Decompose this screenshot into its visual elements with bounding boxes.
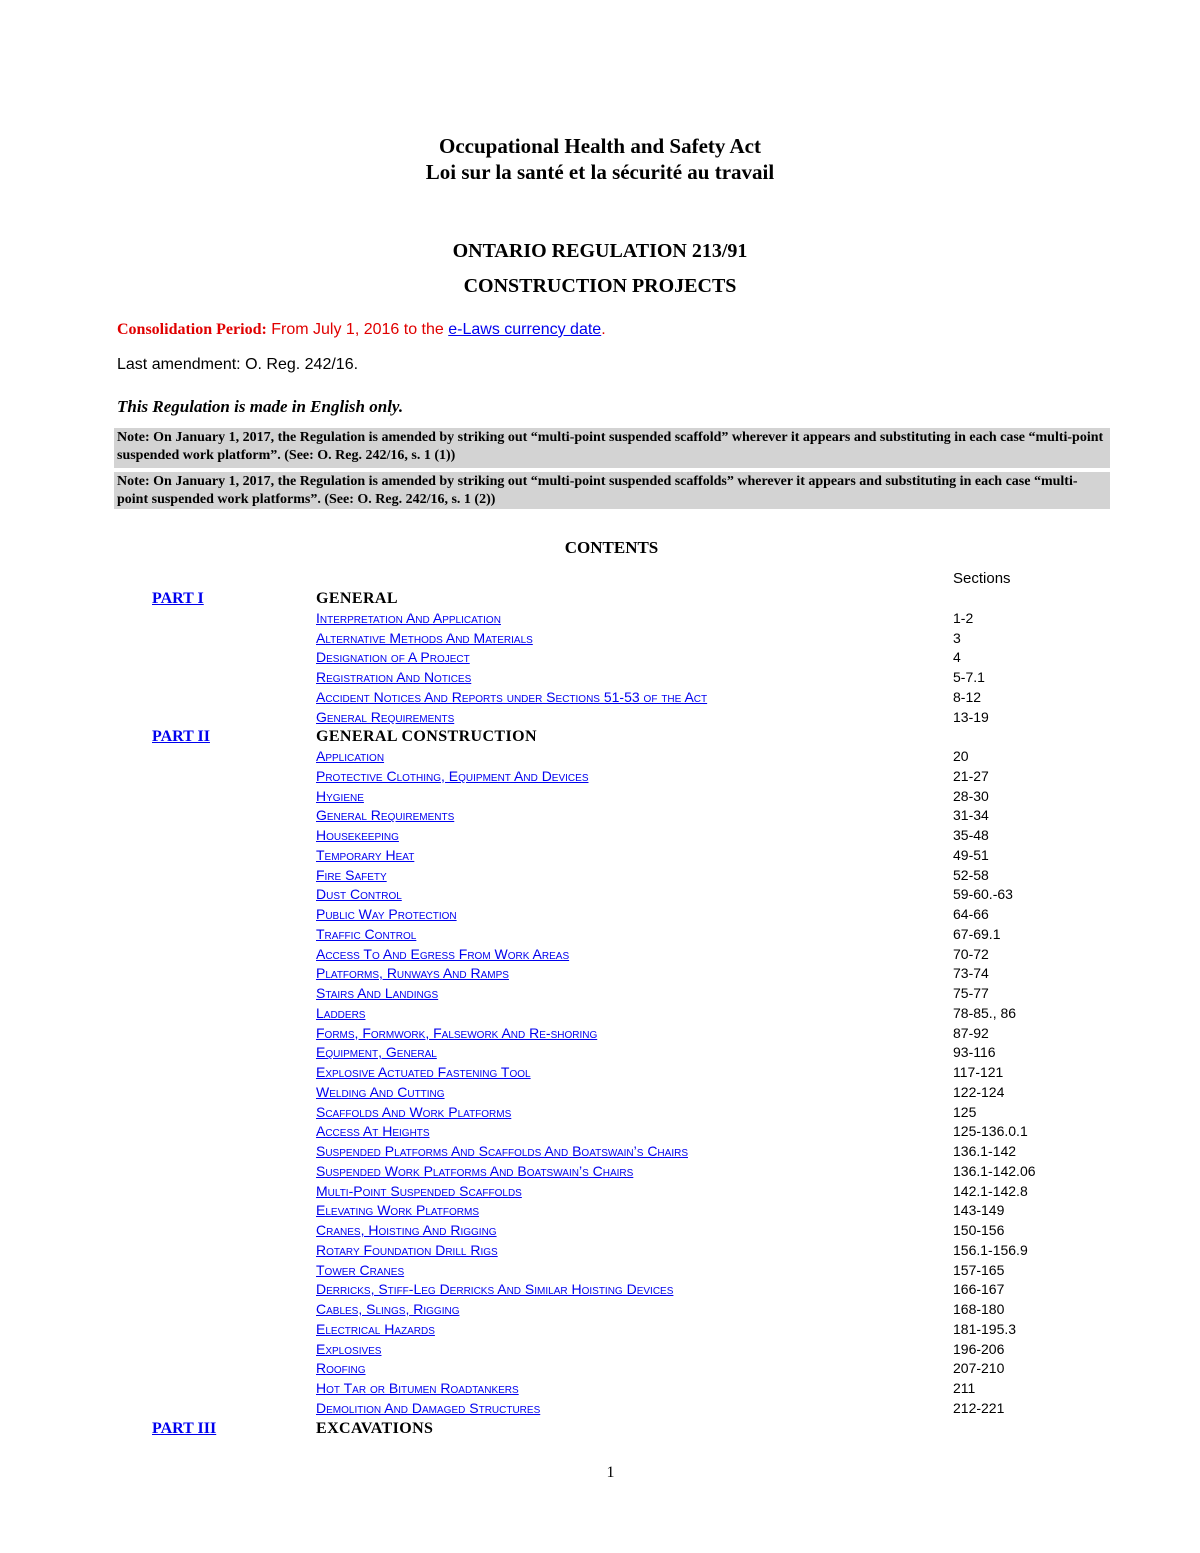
toc-item-link[interactable]: Electrical Hazards [316, 1320, 435, 1337]
toc-item-row [0, 1084, 1200, 1104]
amendment-note-1: Note: On January 1, 2017, the Regulation is amended by striking out “multi-point suspended scaffold” wherever it appears and substituting in each case “multi-point suspended work platform”. (See: O. Reg. 242/16, s. 1 (1)) [114, 428, 1110, 468]
toc-item-link[interactable]: Forms, Formwork, Falsework And Re-shoring [316, 1024, 598, 1041]
toc-item-link[interactable]: Demolition And Damaged Structures [316, 1399, 541, 1416]
toc-item-row [0, 1025, 1200, 1045]
toc-item-row [0, 946, 1200, 966]
toc-item-row [0, 669, 1200, 689]
toc-item-row [0, 965, 1200, 985]
toc-item-row [0, 748, 1200, 768]
toc-item-link[interactable]: Elevating Work Platforms [316, 1202, 480, 1219]
toc-item-link[interactable]: Explosive Actuated Fastening Tool [316, 1064, 531, 1080]
consolidation-text: From July 1, 2016 to the [271, 321, 444, 338]
toc-item-row [0, 689, 1200, 709]
toc-item-row [0, 867, 1200, 887]
toc-item-row [0, 709, 1200, 729]
toc-item-row [0, 926, 1200, 946]
toc-item-link[interactable]: Alternative Methods And Materials [316, 629, 533, 646]
toc-part-row [0, 1420, 1200, 1440]
toc-item-sections: 52-58 [953, 866, 989, 883]
toc-item-link[interactable]: Housekeeping [316, 827, 399, 843]
contents-heading: CONTENTS [564, 538, 659, 557]
toc-item-sections: 13-19 [953, 708, 989, 725]
toc-item-link[interactable]: Suspended Platforms And Scaffolds And Boatswain’s Chairs [316, 1143, 688, 1159]
toc-part-row [0, 728, 1200, 748]
toc-item-link[interactable]: Application [316, 748, 385, 764]
toc-item-link[interactable]: Designation of A Project [316, 649, 470, 666]
toc-part-title: EXCAVATIONS [316, 1419, 434, 1437]
toc-item-row [0, 1360, 1200, 1380]
toc-item-row [0, 1202, 1200, 1222]
toc-item-sections: 4 [953, 649, 961, 666]
toc-item-sections: 78-85., 86 [953, 1004, 1017, 1021]
consolidation-label: Consolidation Period: [117, 321, 267, 338]
toc-item-link[interactable]: Accident Notices And Reports under Sections 51-53 of the Act [316, 688, 708, 705]
toc-item-sections: 156.1-156.9 [953, 1241, 1028, 1258]
toc-item-link[interactable]: General Requirements [316, 708, 455, 725]
toc-item-row [0, 610, 1200, 630]
english-only-note: This Regulation is made in English only. [117, 397, 404, 416]
toc-item-row [0, 1301, 1200, 1321]
toc-item-link[interactable]: Access To And Egress From Work Areas [316, 945, 570, 962]
toc-item-link[interactable]: Hot Tar or Bitumen Roadtankers [316, 1380, 519, 1396]
toc-item-row [0, 1044, 1200, 1064]
regulation-number: ONTARIO REGULATION 213/91 [452, 240, 748, 262]
toc-item-sections: 125-136.0.1 [953, 1123, 1028, 1140]
toc-item-sections: 67-69.1 [953, 925, 1001, 942]
toc-item-row [0, 1281, 1200, 1301]
last-amendment: Last amendment: O. Reg. 242/16. [117, 356, 359, 373]
toc-item-link[interactable]: Tower Cranes [316, 1261, 405, 1278]
toc-item-sections: 93-116 [953, 1044, 996, 1061]
toc-item-row [0, 886, 1200, 906]
toc-item-sections: 136.1-142.06 [953, 1162, 1036, 1179]
toc-item-sections: 49-51 [953, 846, 989, 863]
toc-item-sections: 31-34 [953, 807, 989, 824]
toc-item-sections: 143-149 [953, 1202, 1005, 1219]
toc-item-sections: 207-210 [953, 1360, 1005, 1377]
toc-item-row [0, 906, 1200, 926]
toc-item-row [0, 1123, 1200, 1143]
toc-item-sections: 70-72 [953, 945, 989, 962]
toc-item-sections: 20 [953, 748, 969, 764]
toc-item-sections: 3 [953, 629, 961, 646]
toc-item-sections: 75-77 [953, 985, 989, 1001]
toc-item-link[interactable]: Temporary Heat [316, 846, 415, 863]
toc-part-link[interactable]: PART I [152, 590, 204, 607]
toc-item-link[interactable]: Suspended Work Platforms And Boatswain’s Chairs [316, 1162, 634, 1179]
toc-item-sections: 212-221 [953, 1399, 1005, 1416]
toc-item-sections: 87-92 [953, 1024, 989, 1041]
toc-part-title: GENERAL CONSTRUCTION [316, 728, 537, 746]
toc-item-link[interactable]: Roofing [316, 1360, 366, 1377]
toc-item-row [0, 1005, 1200, 1025]
toc-item-sections: 122-124 [953, 1083, 1005, 1100]
toc-item-row [0, 649, 1200, 669]
toc-item-row [0, 827, 1200, 847]
toc-part-title: GENERAL [316, 590, 398, 607]
toc-item-sections: 59-60.-63 [953, 886, 1013, 903]
toc-item-sections: 35-48 [953, 827, 989, 843]
act-title-french: Loi sur la santé et la sécurité au travail [425, 160, 775, 184]
toc-item-link[interactable]: Cranes, Hoisting And Rigging [316, 1222, 497, 1238]
toc-item-link[interactable]: Ladders [316, 1004, 366, 1021]
toc-item-link[interactable]: General Requirements [316, 807, 455, 824]
toc-item-sections: 157-165 [953, 1261, 1005, 1278]
sections-column-heading: Sections [953, 570, 1011, 587]
toc-item-row [0, 1242, 1200, 1262]
toc-item-link[interactable]: Platforms, Runways And Ramps [316, 965, 509, 982]
toc-item-link[interactable]: Interpretation And Application [316, 609, 501, 626]
regulation-name: CONSTRUCTION PROJECTS [463, 275, 737, 297]
toc-item-sections: 181-195.3 [953, 1320, 1017, 1337]
toc-item-link[interactable]: Welding And Cutting [316, 1083, 445, 1100]
toc-item-link[interactable]: Scaffolds And Work Platforms [316, 1103, 512, 1120]
page-number: 1 [606, 1464, 615, 1481]
toc-item-row [0, 788, 1200, 808]
toc-part-link[interactable]: PART II [152, 728, 210, 746]
consolidation-suffix: . [601, 321, 606, 338]
toc-item-sections: 196-206 [953, 1340, 1005, 1357]
act-title-english: Occupational Health and Safety Act [438, 134, 761, 158]
toc-item-sections: 5-7.1 [953, 669, 985, 685]
toc-item-sections: 125 [953, 1103, 977, 1120]
toc-item-sections: 73-74 [953, 965, 989, 982]
toc-item-row [0, 1222, 1200, 1242]
toc-item-row [0, 1262, 1200, 1282]
toc-item-sections: 1-2 [953, 609, 974, 626]
toc-item-sections: 168-180 [953, 1301, 1005, 1317]
toc-item-link[interactable]: Access At Heights [316, 1123, 430, 1140]
toc-item-row [0, 1321, 1200, 1341]
consolidation-period [117, 321, 606, 339]
toc-item-row [0, 1143, 1200, 1163]
toc-item-row [0, 847, 1200, 867]
toc-item-link[interactable]: Fire Safety [316, 866, 387, 883]
toc-item-link[interactable]: Equipment, General [316, 1044, 437, 1061]
toc-item-row [0, 985, 1200, 1005]
toc-item-sections: 136.1-142 [953, 1143, 1017, 1159]
toc-item-sections: 150-156 [953, 1222, 1005, 1238]
toc-item-link[interactable]: Hygiene [316, 787, 364, 804]
amendment-note-2: Note: On January 1, 2017, the Regulation is amended by striking out “multi-point suspended scaffolds” wherever it appears and substituting in each case “multi-point suspended work platforms”. (See: O. Reg. 242/16, s. 1 (2)) [114, 472, 1110, 509]
toc-item-link[interactable]: Protective Clothing, Equipment And Devices [316, 767, 589, 784]
toc-item-row [0, 1380, 1200, 1400]
toc-item-sections: 21-27 [953, 767, 989, 784]
toc-item-sections: 8-12 [953, 688, 982, 705]
toc-item-sections: 211 [953, 1380, 976, 1396]
toc-item-row [0, 1163, 1200, 1183]
toc-item-row [0, 1341, 1200, 1361]
toc-item-row [0, 630, 1200, 650]
toc-item-row [0, 1400, 1200, 1420]
toc-item-row [0, 1104, 1200, 1124]
e-laws-currency-link[interactable]: e-Laws currency date [448, 321, 602, 338]
toc-item-link[interactable]: Public Way Protection [316, 906, 457, 922]
toc-item-row [0, 768, 1200, 788]
toc-part-row [0, 590, 1200, 610]
toc-item-link[interactable]: Registration And Notices [316, 669, 472, 685]
toc-item-link[interactable]: Stairs And Landings [316, 985, 439, 1001]
toc-item-link[interactable]: Traffic Control [316, 925, 417, 942]
toc-item-sections: 64-66 [953, 906, 989, 922]
toc-item-sections: 166-167 [953, 1281, 1005, 1298]
toc-item-sections: 117-121 [953, 1064, 1004, 1080]
toc-item-sections: 28-30 [953, 787, 989, 804]
toc-item-row [0, 1064, 1200, 1084]
toc-item-row [0, 807, 1200, 827]
toc-item-row [0, 1183, 1200, 1203]
toc-item-sections: 142.1-142.8 [953, 1182, 1028, 1199]
toc-item-link[interactable]: Rotary Foundation Drill Rigs [316, 1241, 498, 1258]
toc-item-link[interactable]: Dust Control [316, 886, 402, 903]
toc-item-link[interactable]: Multi-Point Suspended Scaffolds [316, 1182, 522, 1199]
toc-item-link[interactable]: Explosives [316, 1340, 382, 1357]
toc-item-link[interactable]: Cables, Slings, Rigging [316, 1301, 460, 1317]
toc-part-link[interactable]: PART III [152, 1419, 217, 1437]
toc-item-link[interactable]: Derricks, Stiff-Leg Derricks And Similar Hoisting Devices [316, 1281, 674, 1298]
